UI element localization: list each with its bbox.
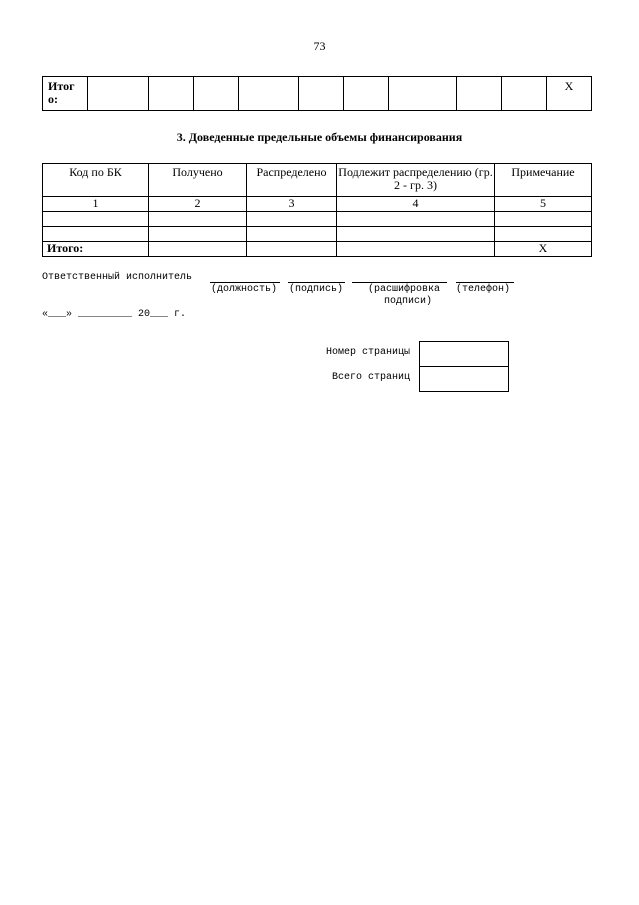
total-label: Итого:	[43, 242, 149, 257]
phone-caption: (телефон)	[456, 284, 511, 295]
header-cell: Получено	[149, 164, 247, 197]
section-title: 3. Доведенные предельные объемы финансирования	[176, 130, 463, 144]
page-number-label: Номер страницы	[325, 347, 410, 358]
position-caption: (должность)	[211, 284, 278, 295]
responsible-label: Ответственный исполнитель	[42, 272, 193, 283]
table-row	[43, 212, 592, 227]
table-cell	[88, 77, 149, 111]
x-mark: X	[547, 77, 592, 111]
header-cell: Подлежит распределению (гр. 2 - гр. 3)	[337, 164, 495, 197]
decoding-caption-2: подписи)	[384, 296, 433, 307]
column-number: 2	[149, 197, 247, 212]
position-line[interactable]	[210, 272, 280, 283]
signature-line[interactable]	[288, 272, 345, 283]
table-row	[43, 227, 592, 242]
header-cell: Распределено	[247, 164, 337, 197]
phone-line[interactable]	[456, 272, 514, 283]
table-cell	[344, 77, 389, 111]
date-line[interactable]: «___» _________ 20___ г.	[42, 309, 187, 320]
decoding-line[interactable]	[352, 272, 447, 283]
page-number: 73	[313, 39, 326, 53]
total-pages-field[interactable]	[420, 367, 509, 392]
table-cell	[299, 77, 344, 111]
table-cell	[337, 227, 495, 242]
table-cell	[495, 212, 592, 227]
column-number: 4	[337, 197, 495, 212]
signature-caption: (подпись)	[289, 284, 344, 295]
page-number-field[interactable]	[420, 342, 509, 367]
column-number: 1	[43, 197, 149, 212]
table-cell	[337, 212, 495, 227]
table-cell	[239, 77, 299, 111]
table-cell	[247, 212, 337, 227]
financing-table	[42, 163, 592, 257]
total-pages-label: Всего страниц	[331, 372, 410, 383]
table-cell	[247, 227, 337, 242]
table-cell	[389, 77, 457, 111]
table-cell	[495, 227, 592, 242]
header-row	[43, 164, 592, 197]
total-label: Итог о:	[43, 77, 88, 111]
table-cell	[502, 77, 547, 111]
table-cell	[149, 227, 247, 242]
table-cell	[149, 242, 247, 257]
total-row	[43, 242, 592, 257]
page-info-box	[419, 341, 509, 392]
table-cell	[149, 77, 194, 111]
column-number: 5	[495, 197, 592, 212]
table-cell	[247, 242, 337, 257]
column-numbers-row	[43, 197, 592, 212]
table-cell	[43, 227, 149, 242]
header-cell: Примечание	[495, 164, 592, 197]
table-cell	[149, 212, 247, 227]
table-cell	[457, 77, 502, 111]
table-cell	[43, 212, 149, 227]
column-number: 3	[247, 197, 337, 212]
decoding-caption: (расшифровка	[368, 284, 441, 295]
table-cell	[337, 242, 495, 257]
total-table-top	[42, 76, 592, 111]
table-cell	[194, 77, 239, 111]
header-cell: Код по БК	[43, 164, 149, 197]
total-row	[43, 77, 592, 111]
x-mark: X	[495, 242, 592, 257]
